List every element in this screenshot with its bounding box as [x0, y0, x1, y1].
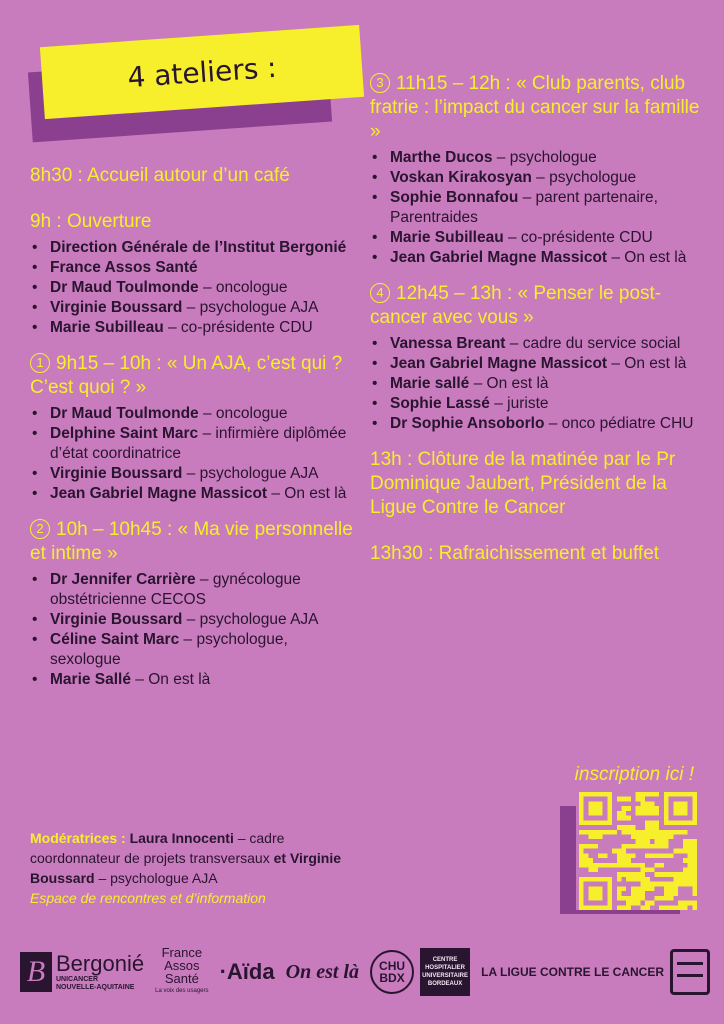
speaker-item	[30, 404, 360, 424]
speaker-name: Marthe Ducos	[390, 149, 493, 166]
speaker-role: – psychologue, sexologue	[50, 631, 288, 668]
atelier-number-badge: 4	[370, 283, 390, 303]
speaker-name: Marie Subilleau	[390, 229, 504, 246]
speaker-item	[370, 334, 700, 354]
speaker-name: Marie sallé	[390, 375, 470, 392]
speaker-role: – co-présidente CDU	[163, 319, 313, 336]
fas-line-3: Santé	[164, 971, 199, 986]
speaker-role: – parent partenaire, Parentraides	[390, 189, 658, 226]
speaker-item	[370, 354, 700, 374]
partner-logos	[20, 942, 710, 1002]
bergonie-b-icon: B	[20, 952, 52, 992]
speaker-item	[370, 414, 700, 434]
speaker-item	[370, 228, 700, 248]
speaker-role: – onco pédiatre CHU	[544, 415, 694, 432]
atelier2-heading	[30, 518, 360, 566]
atelier4-heading	[370, 282, 700, 330]
speaker-item	[30, 610, 360, 630]
speaker-item	[30, 464, 360, 484]
speaker-name: Jean Gabriel Magne Massicot	[50, 485, 268, 502]
speaker-item	[370, 148, 700, 168]
atelier3-title: 11h15 – 12h : « Club parents, club fratrie : l’impact du cancer sur la famille »	[370, 73, 700, 142]
ouverture-speakers	[30, 238, 360, 338]
bergonie-sub-2: NOUVELLE-AQUITAINE	[56, 984, 135, 991]
speaker-item	[30, 318, 360, 338]
speaker-name: Direction Générale de l’Institut Bergonié	[50, 239, 347, 256]
speaker-name: Marie Subilleau	[50, 319, 164, 336]
atelier1-speakers	[30, 404, 360, 504]
atelier2-title: 10h – 10h45 : « Ma vie personnelle et intime »	[30, 519, 353, 564]
bergonie-sub-1: UNICANCER	[56, 976, 98, 983]
speaker-role: – On est là	[607, 249, 687, 266]
page-title: 4 ateliers :	[126, 50, 278, 94]
speaker-role: – oncologue	[198, 279, 288, 296]
moderatrice-role-1: – cadre coordonnateur de projets transversaux	[30, 830, 285, 866]
speaker-role: – psychologue	[531, 169, 637, 186]
speaker-role: – psychologue AJA	[182, 611, 319, 628]
speaker-role: – On est là	[131, 671, 211, 688]
speaker-name: Dr Maud Toulmonde	[50, 405, 199, 422]
chu-box: CENTRE HOSPITALIER UNIVERSITAIRE BORDEAUX	[420, 948, 470, 996]
speaker-name: Voskan Kirakosyan	[390, 169, 532, 186]
speaker-name: Dr Maud Toulmonde	[50, 279, 199, 296]
speaker-name: Marie Sallé	[50, 671, 131, 688]
ligue-contre-cancer-logo	[481, 949, 710, 995]
speaker-role: – psychologue	[492, 149, 597, 166]
moderatrices-and: et	[273, 850, 287, 866]
speaker-role: – co-présidente CDU	[503, 229, 653, 246]
qr-code-icon[interactable]	[576, 792, 700, 910]
speaker-role: – On est là	[267, 485, 347, 502]
speaker-name: Vanessa Breant	[390, 335, 506, 352]
speaker-name: Céline Saint Marc	[50, 631, 180, 648]
rafraichissement-heading: 13h30 : Rafraichissement et buffet	[370, 543, 660, 564]
cloture-heading: 13h : Clôture de la matinée par le Pr Dominique Jaubert, Président de la Ligue Contre le Cancer	[370, 449, 676, 518]
speaker-item	[30, 298, 360, 318]
atelier-number-badge: 3	[370, 73, 390, 93]
speaker-name: Dr Jennifer Carrière	[50, 571, 196, 588]
speaker-name: France Assos Santé	[50, 259, 198, 276]
atelier4-title: 12h45 – 13h : « Penser le post-cancer avec vous »	[370, 283, 662, 328]
inscription-link[interactable]: inscription ici !	[574, 764, 694, 785]
speaker-role: – On est là	[469, 375, 549, 392]
atelier1-title: 9h15 – 10h : « Un AJA, c’est qui ? C’est quoi ? »	[30, 353, 343, 398]
speaker-name: Jean Gabriel Magne Massicot	[390, 355, 608, 372]
aida-logo: ·Aïda	[219, 959, 275, 984]
chu-circle-icon: CHU BDX	[370, 950, 414, 994]
speaker-name: Virginie Boussard	[50, 299, 183, 316]
fas-tagline: La voix des usagers	[155, 988, 209, 994]
speaker-item	[30, 670, 360, 690]
speaker-item	[370, 374, 700, 394]
atelier3-heading	[370, 72, 700, 144]
speaker-role: – On est là	[607, 355, 687, 372]
speaker-item	[370, 188, 700, 228]
speaker-item	[30, 424, 360, 464]
moderatrice-name-2: Virginie Boussard	[30, 850, 342, 886]
speaker-name: Jean Gabriel Magne Massicot	[390, 249, 608, 266]
speaker-name: Virginie Boussard	[50, 465, 183, 482]
speaker-name: Virginie Boussard	[50, 611, 183, 628]
atelier-number-badge: 2	[30, 519, 50, 539]
speaker-role: – oncologue	[198, 405, 288, 422]
speaker-role: – gynécologue obstétricienne CECOS	[50, 571, 301, 608]
speaker-item	[370, 394, 700, 414]
speaker-item	[30, 570, 360, 610]
speaker-role: – psychologue AJA	[182, 299, 319, 316]
speaker-role: – infirmière diplômée d’état coordinatrice	[50, 425, 347, 462]
france-assos-sante-logo	[155, 946, 208, 998]
speaker-item	[30, 258, 360, 278]
atelier-number-badge: 1	[30, 353, 50, 373]
chu-bordeaux-logo	[370, 948, 470, 996]
moderatrices-label: Modératrices :	[30, 830, 126, 846]
speaker-item	[370, 248, 700, 268]
speaker-name: Sophie Bonnafou	[390, 189, 519, 206]
fas-line-2: Assos	[164, 958, 200, 973]
moderatrices-block	[30, 828, 360, 908]
speaker-role: – juriste	[489, 395, 549, 412]
atelier3-speakers	[370, 148, 700, 268]
bergonie-name: Bergonié	[56, 951, 145, 976]
speaker-role: – cadre du service social	[505, 335, 681, 352]
moderatrice-name-1: Laura Innocenti	[129, 830, 234, 846]
speaker-role: – psychologue AJA	[182, 465, 319, 482]
bergonie-logo	[20, 952, 144, 992]
left-column	[30, 164, 360, 704]
speaker-item	[30, 630, 360, 670]
speaker-item	[30, 238, 360, 258]
accueil-heading: 8h30 : Accueil autour d’un café	[30, 165, 290, 186]
moderatrice-role-2: – psychologue AJA	[94, 870, 218, 886]
title-banner	[30, 24, 360, 134]
speaker-name: Dr Sophie Ansoborlo	[390, 415, 545, 432]
ligue-house-icon	[670, 949, 710, 995]
atelier4-speakers	[370, 334, 700, 434]
speaker-item	[30, 484, 360, 504]
qr-code-block[interactable]	[560, 792, 700, 914]
right-column	[370, 72, 700, 570]
speaker-item	[370, 168, 700, 188]
speaker-item	[30, 278, 360, 298]
on-est-la-logo: On est là	[285, 960, 359, 983]
speaker-name: Delphine Saint Marc	[50, 425, 199, 442]
speaker-name: Sophie Lassé	[390, 395, 490, 412]
ligue-text: LA LIGUE CONTRE LE CANCER	[481, 965, 664, 979]
ouverture-heading: 9h : Ouverture	[30, 211, 152, 232]
moderatrices-footer: Espace de rencontres et d’information	[30, 890, 266, 906]
fas-line-1: France	[161, 945, 203, 960]
atelier1-heading	[30, 352, 360, 400]
atelier2-speakers	[30, 570, 360, 690]
